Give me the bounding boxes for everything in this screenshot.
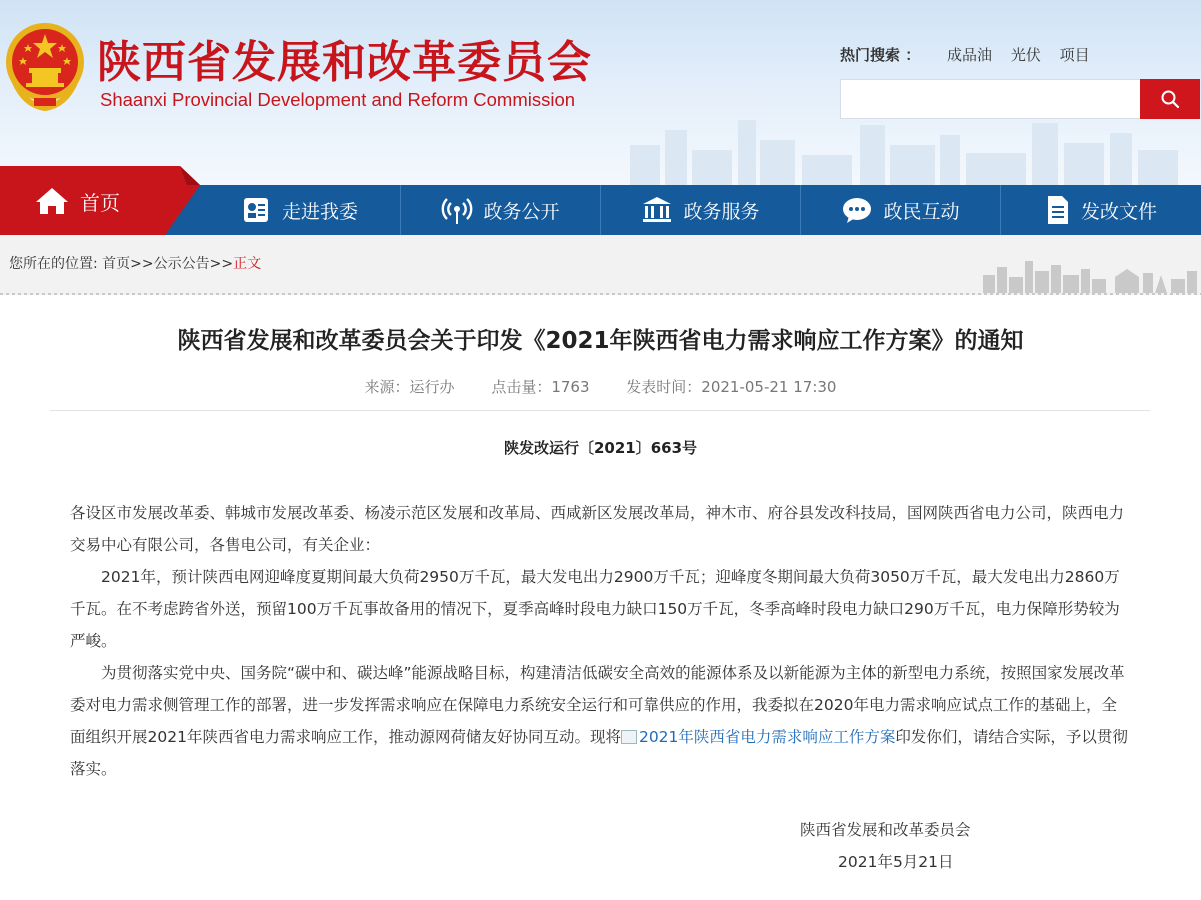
nav-item-services[interactable] (600, 185, 800, 235)
hot-word-link[interactable]: 成品油 (947, 46, 993, 64)
nav-item-label: 政务公开 (483, 200, 560, 223)
broken-image-icon (621, 730, 637, 744)
signature-date: 2021年5月21日 (838, 853, 954, 871)
dashed-divider (0, 293, 1201, 295)
search-icon (1160, 89, 1180, 109)
search-input[interactable] (840, 79, 1141, 119)
nav-item-label: 政务服务 (683, 200, 760, 223)
article-source: 来源：运行办 (364, 378, 455, 396)
article-title: 陕西省发展和改革委员会关于印发《2021年陕西省电力需求响应工作方案》的通知 (177, 328, 1024, 354)
hot-search-label: 热门搜索 ： (840, 46, 921, 64)
body-paragraph: 2021年，预计陕西电网迎峰度夏期间最大负荷2950万千瓦，最大发电出力2900万千瓦；迎峰度冬期间最大负荷3050万千瓦，最大发电出力2860万千瓦。在不考虑跨省外送，预留100万千瓦事故备用的情况下，夏季高峰时段电力缺口150万千瓦，冬季高峰时段电力缺口290万千瓦，电力保障形势较为严峻。 (70, 568, 1120, 650)
nav-item-label: 发改文件 (1080, 200, 1157, 223)
body-paragraph (70, 657, 1130, 785)
nav-item-documents[interactable] (1000, 185, 1201, 235)
paragraph-text: 为贯彻落实党中央、国务院“碳中和、碳达峰”能源战略目标，构建清洁低碳安全高效的能源体系及以新能源为主体的新型电力系统，按照国家发展改革委对电力需求侧管理工作的部署，进一步发挥需求响应在保障电力系统安全运行和可靠供应的作用，我委拟在2020年电力需求响应试点工作的基础上，全面组织开展2021年陕西省电力需求响应工作，推动源网荷储友好协同互动。现将 (70, 664, 1125, 746)
nav-item-interaction[interactable] (800, 185, 1000, 235)
nav-item-label: 走进我委 (281, 200, 358, 223)
breadcrumb-current: 正文 (233, 256, 262, 272)
broadcast-icon (441, 195, 473, 225)
search-button[interactable] (1140, 79, 1200, 119)
article-meta (0, 376, 1201, 397)
article-hits: 点击量：1763 (491, 378, 590, 396)
national-emblem-icon (4, 20, 86, 112)
title-divider (50, 410, 1150, 411)
document-icon (1045, 195, 1071, 225)
article-body (70, 497, 1130, 785)
site-subtitle: Shaanxi Provincial Development and Reform Commission (100, 89, 576, 110)
nav-home[interactable] (0, 166, 200, 235)
profile-card-icon (242, 196, 272, 224)
breadcrumb (9, 253, 261, 273)
document-number: 陕发改运行〔2021〕663号 (503, 439, 698, 457)
article-published: 发表时间：2021-05-21 17:30 (626, 378, 837, 396)
nav-item-label: 政民互动 (883, 200, 960, 223)
government-building-icon (641, 196, 673, 224)
paragraph-text: 印发你们，请结合实际，予以贯彻落实。 (70, 728, 1128, 778)
addressee-paragraph: 各设区市发展改革委、韩城市发展改革委、杨凌示范区发展和改革局、西咸新区发展改革局，神木市、府谷县发改科技局，国网陕西省电力公司，陕西电力交易中心有限公司，各售电公司，有关企业： (70, 504, 1125, 554)
hot-search (840, 44, 1090, 65)
site-title: 陕西省发展和改革委员会 (97, 37, 592, 88)
nav-home-label: 首页 (80, 190, 120, 215)
city-skyline-decoration (975, 255, 1201, 293)
breadcrumb-section-link[interactable]: 公示公告 (153, 256, 210, 272)
chat-bubble-icon (841, 196, 873, 224)
breadcrumb-home-link[interactable]: 首页 (102, 256, 131, 272)
attachment-link[interactable] (621, 728, 895, 746)
attachment-link-label: 2021年陕西省电力需求响应工作方案 (638, 728, 896, 746)
hot-word-link[interactable]: 项目 (1059, 46, 1090, 64)
hot-word-link[interactable]: 光伏 (1010, 46, 1041, 64)
signature-organization: 陕西省发展和改革委员会 (800, 821, 971, 839)
nav-item-about[interactable] (200, 185, 400, 235)
breadcrumb-separator: >> (209, 256, 234, 272)
breadcrumb-prefix: 您所在的位置: (9, 256, 98, 272)
nav-item-gov-affairs[interactable] (400, 185, 600, 235)
home-icon (34, 186, 70, 216)
breadcrumb-separator: >> (130, 256, 154, 272)
